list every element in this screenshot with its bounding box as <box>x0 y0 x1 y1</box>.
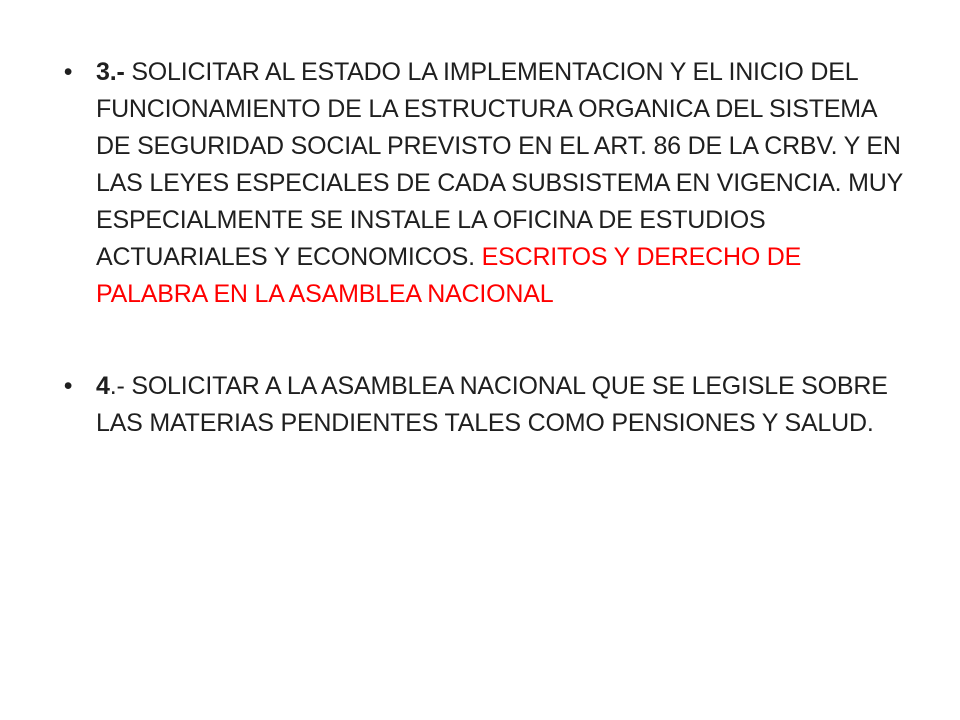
item-number-suffix: .- <box>109 372 125 400</box>
bullet-item-3 <box>58 54 908 313</box>
item-text: SOLICITAR AL ESTADO LA IMPLEMENTACION Y EL INICIO DEL FUNCIONAMIENTO DE LA ESTRUCTURA ORGANICA DEL SISTEMA DE SEGURIDAD SOCIAL PREVISTO EN EL ART. 86 DE LA CRBV. Y EN LAS LEYES ESPECIALES DE CADA SUBSISTEMA EN VIGENCIA. MUY ESPECIALMENTE SE INSTALE LA OFICINA DE ESTUDIOS ACTUARIALES Y ECONOMICOS. <box>96 58 903 271</box>
item-text: SOLICITAR A LA ASAMBLEA NACIONAL QUE SE LEGISLE SOBRE LAS MATERIAS PENDIENTES TALES COMO PENSIONES Y SALUD. <box>96 372 888 437</box>
bullet-dot-icon: • <box>63 58 73 86</box>
bullet-dot-icon: • <box>63 372 73 400</box>
bullet-item-4 <box>58 368 908 442</box>
item-number: 3.- <box>96 58 125 86</box>
item-highlight: ESCRITOS Y DERECHO DE PALABRA EN LA ASAMBLEA NACIONAL <box>96 243 802 308</box>
bullet-list <box>58 54 908 442</box>
item-number: 4 <box>96 372 110 400</box>
